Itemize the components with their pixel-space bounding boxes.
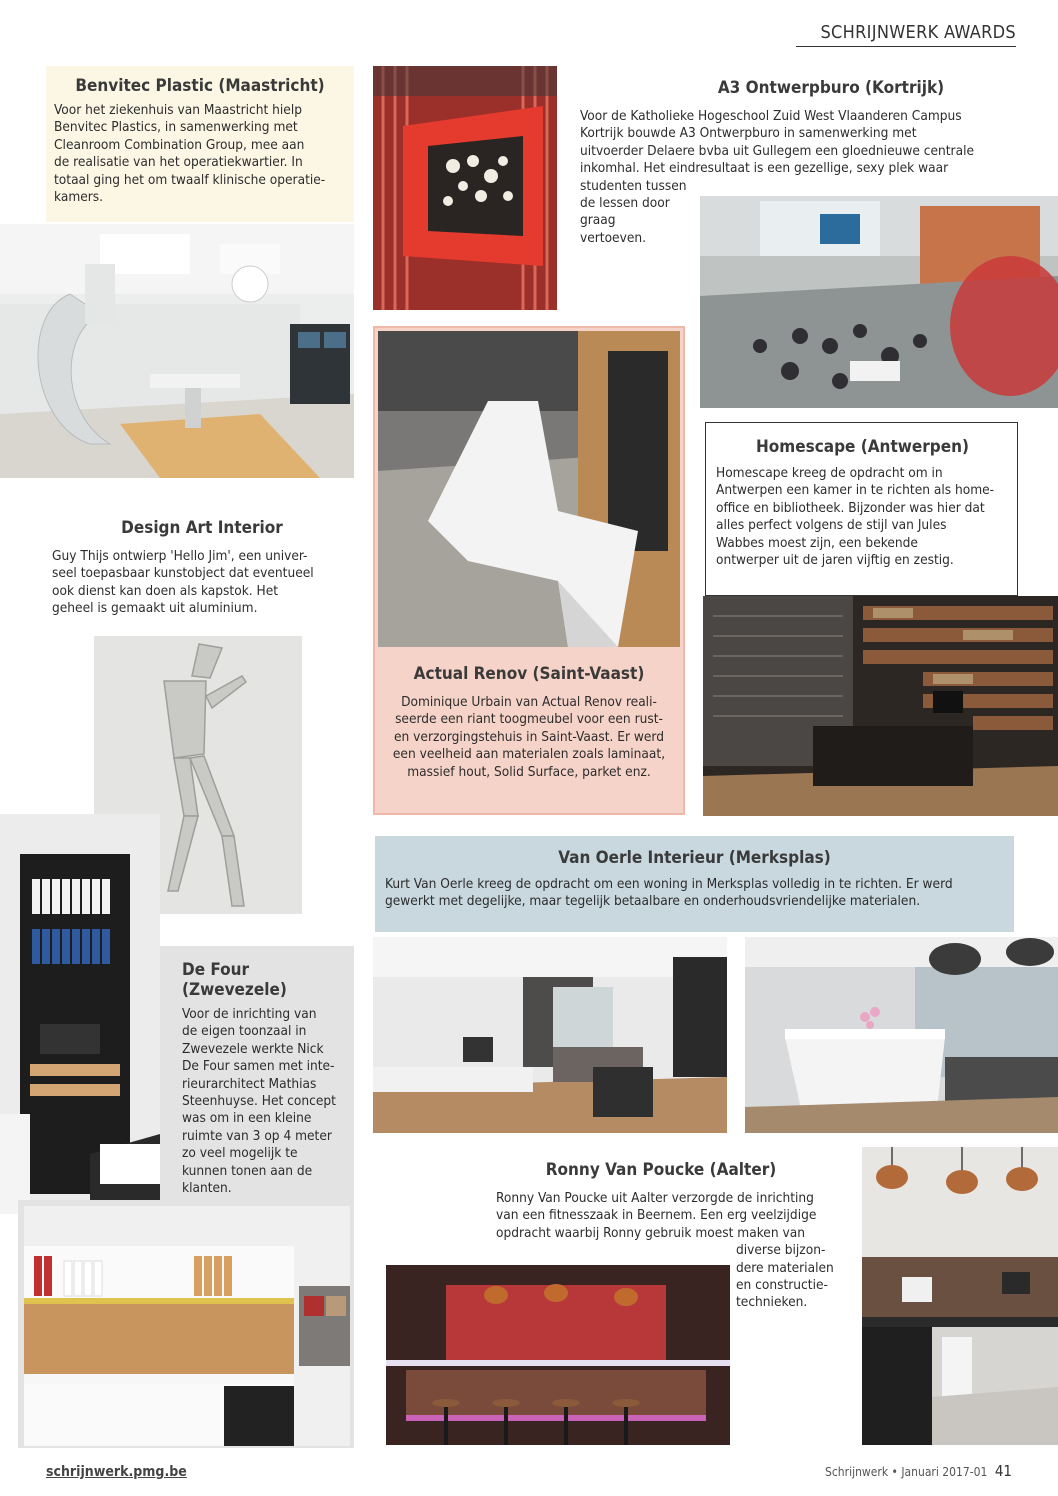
text-line: de lessen door <box>580 195 670 212</box>
text-line: Guy Thijs ontwierp 'Hello Jim', een univer- <box>52 548 308 564</box>
van-oerle-box <box>375 836 1014 932</box>
library-office-photo <box>703 596 1058 816</box>
text-line: klanten. <box>182 1180 232 1197</box>
van-oerle-title: Van Oerle Interieur (Merksplas) <box>558 848 831 868</box>
text-line: Homescape kreeg de opdracht om in <box>716 465 943 481</box>
text-line: een veelheid aan materialen zoals laminaat, <box>392 746 666 763</box>
text-line: kunnen tonen aan de <box>182 1162 313 1179</box>
text-line: ruimte van 3 op 4 meter <box>182 1127 332 1144</box>
de-four-text <box>182 1006 350 1197</box>
living-room-photo <box>373 937 727 1133</box>
issue-date: Januari 2017-01 <box>901 1465 988 1479</box>
text-line: totaal ging het om twaalf klinische operatie- <box>54 171 326 188</box>
text-line: ook dienst kan doen als kapstok. Het <box>52 582 279 599</box>
a3-title: A3 Ontwerpburo (Kortrijk) <box>717 78 945 98</box>
text-line: massief hout, Solid Surface, parket enz. <box>407 763 651 780</box>
design-art-text <box>52 548 352 618</box>
text-line: Voor de inrichting van <box>182 1006 317 1022</box>
benvitec-box <box>46 66 354 222</box>
text-line: geheel is gemaakt uit aluminium. <box>52 600 258 617</box>
text-line: graag <box>580 212 616 229</box>
text-line: vertoeven. <box>580 229 646 246</box>
showroom-cabinet-photo <box>0 814 160 1214</box>
ronny-title: Ronny Van Poucke (Aalter) <box>545 1160 777 1180</box>
text-line: Voor de Katholieke Hogeschool Zuid West Vlaanderen Campus <box>580 108 962 124</box>
text-line: de realisatie van het operatiekwartier. In <box>54 154 303 171</box>
text-line: uitvoerder Delaere bvba uit Gullegem een gloednieuwe centrale <box>580 142 974 159</box>
text-line: gewerkt met degelijke, maar tegelijk betaalbare en onderhoudsvriendelijke materialen. <box>385 893 921 910</box>
section-header <box>780 22 1016 48</box>
text-line: Kortrijk bouwde A3 Ontwerpburo in samenwerking met <box>580 125 917 142</box>
text-line: en constructie- <box>736 1277 828 1294</box>
text-line: was om in een kleine <box>182 1110 312 1127</box>
magazine-name: Schrijnwerk <box>825 1465 889 1479</box>
homescape-title: Homescape (Antwerpen) <box>755 437 970 457</box>
text-line: Wabbes moest zijn, een bekende <box>716 534 918 551</box>
actual-renov-title: Actual Renov (Saint-Vaast) <box>413 664 645 684</box>
footer-website[interactable]: schrijnwerk.pmg.be <box>46 1464 187 1480</box>
text-line: opdracht waarbij Ronny gebruik moest maken van <box>496 1224 805 1241</box>
page-number: 41 <box>994 1462 1012 1480</box>
benvitec-title: Benvitec Plastic (Maastricht) <box>75 76 325 96</box>
text-line: alles perfect volgens de stijl van Jules <box>716 517 947 534</box>
text-line: seerde een riant toogmeubel voor een rust- <box>395 711 663 728</box>
office-lamps-photo <box>862 1147 1058 1445</box>
text-line: rieurarchitect Mathias <box>182 1075 317 1092</box>
design-art-title: Design Art Interior <box>121 518 283 538</box>
text-line: Cleanroom Combination Group, mee aan <box>54 136 305 153</box>
homescape-text <box>716 465 1009 569</box>
text-line: studenten tussen <box>580 177 687 194</box>
de-four-title: De Four (Zwevezele) <box>182 960 287 1000</box>
benvitec-text <box>54 102 346 206</box>
text-line: Ronny Van Poucke uit Aalter verzorgde de inrichting <box>496 1190 814 1206</box>
kitchen-photo <box>745 937 1058 1133</box>
text-line: diverse bijzon- <box>736 1242 826 1259</box>
desk-niche-photo <box>24 1206 350 1446</box>
de-four-text-block <box>182 960 350 1200</box>
section-title: SCHRIJNWERK AWARDS <box>820 22 1016 43</box>
text-line: kamers. <box>54 189 104 206</box>
text-line: inkomhal. Het eindresultaat is een gezellige, sexy plek waar <box>580 160 949 177</box>
text-line: Kurt Van Oerle kreeg de opdracht om een woning in Merksplas volledig in te richten. Er werd <box>385 876 953 892</box>
actual-renov-text-block <box>380 664 678 804</box>
red-frame-photo <box>373 66 557 310</box>
homescape-box <box>705 422 1018 596</box>
van-oerle-text <box>385 876 1004 911</box>
counter-furniture-photo <box>378 331 680 647</box>
fitness-bar-photo <box>386 1265 730 1445</box>
text-line: Benvitec Plastics, in samenwerking met <box>54 119 298 136</box>
footer-bullet: • <box>891 1465 898 1479</box>
text-line: Voor het ziekenhuis van Maastricht hielp <box>54 102 302 118</box>
text-line: de eigen toonzaal in <box>182 1023 307 1040</box>
operating-room-photo <box>0 224 354 478</box>
text-line: ontwerper uit de jaren vijftig en zestig. <box>716 552 954 569</box>
text-line: office en bibliotheek. Bijzonder was hier dat <box>716 499 985 516</box>
text-line: Steenhuyse. Het concept <box>182 1093 336 1110</box>
text-line: zo veel mogelijk te <box>182 1145 298 1162</box>
text-line: Antwerpen een kamer in te richten als home- <box>716 482 995 499</box>
footer-issue-info <box>825 1462 1012 1480</box>
text-line: en verzorgingstehuis in Saint-Vaast. Er werd <box>394 728 664 745</box>
section-title-underline <box>796 46 1016 47</box>
text-line: technieken. <box>736 1294 808 1311</box>
text-line: De Four samen met inte- <box>182 1058 335 1075</box>
design-art-article <box>52 518 352 628</box>
actual-renov-text <box>380 694 678 781</box>
school-hall-photo <box>700 196 1058 408</box>
text-line: Zwevezele werkte Nick <box>182 1040 324 1057</box>
text-line: seel toepasbaar kunstobject dat eventueel <box>52 565 314 582</box>
text-line: dere materialen <box>736 1259 834 1276</box>
text-line: van een fitnesszaak in Beernem. Een erg veelzijdige <box>496 1207 817 1224</box>
text-line: Dominique Urbain van Actual Renov reali- <box>401 694 657 710</box>
